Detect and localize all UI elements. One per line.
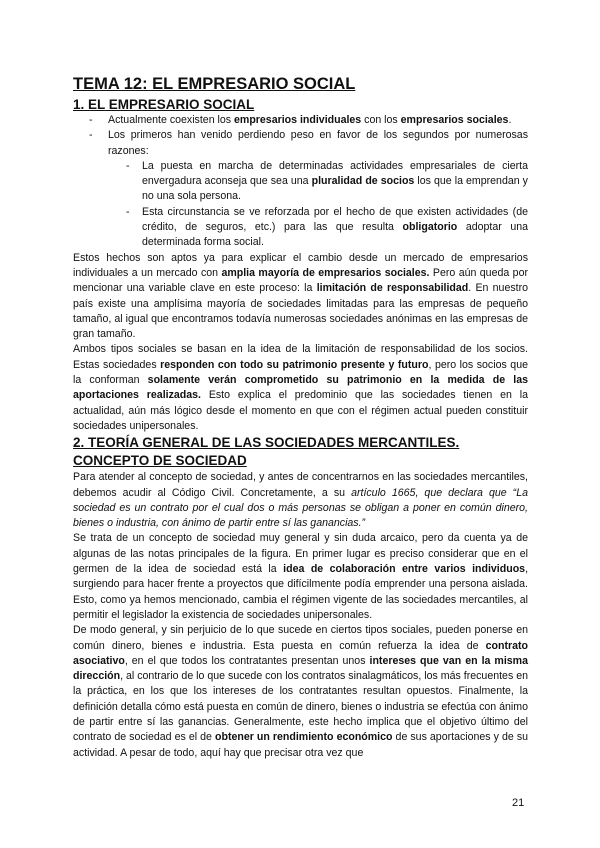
sub-bullet-1: - La puesta en marcha de determinadas actividades empresariales de cierta envergadura aconseja que sea una pluralidad de socios los que la emprendan y no una sola persona.: [126, 159, 528, 203]
bullet-dash: -: [126, 159, 130, 172]
bullet-dash: -: [126, 205, 130, 218]
paragraph: De modo general, y sin perjuicio de lo que sucede en ciertos tipos sociales, pueden ponerse en común dinero, bienes e industria. Esta puesta en común refuerza la idea de contrato asociativo, en el que todos los contratantes presentan unos intereses que van en la misma dirección, al contrario de lo que sucede con los contratos sinalagmáticos, los más frecuentes en la práctica, en los que los intereses de los contratantes resultan opuestos. Finalmente, la definición detalla cómo está puesta en común de dinero, bienes o industria se efectúa con ánimo de partir entre sí las ganancias. Generalmente, este hecho implica que el objetivo último del contrato de sociedad es el de obtener un rendimiento económico de sus aportaciones y de su actividad. A pesar de todo, aquí hay que precisar otra vez que: [73, 624, 529, 759]
bullet-1: - Actualmente coexisten los empresarios individuales con los empresarios sociales.: [73, 113, 528, 128]
sub-bullet-2: - Esta circunstancia se ve reforzada por el hecho de que existen actividades (de crédito, de seguros, etc.) para las que resulta obligatorio adoptar una determinada forma social.: [126, 205, 528, 249]
bullet-dash: -: [89, 129, 93, 142]
paragraph: Estos hechos son aptos ya para explicar el cambio desde un mercado de empresarios individuales a un mercado con amplia mayoría de empresarios sociales. Pero aún queda por mencionar una variable clave en este proceso: la limitación de responsabilidad. En nuestro país existe una amplísima mayoría de sociedades limitadas para las empresas de pequeño tamaño, al igual que encontramos todavía numerosas sociedades anónimas en las empresas de gran tamaño.: [73, 251, 528, 341]
paragraph: Para atender al concepto de sociedad, y antes de concentrarnos en las sociedades mercantiles, debemos acudir al Código Civil. Concretamente, a su artículo 1665, que declara que “La sociedad es un contrato por el cual dos o más personas se obligan a poner en común dinero, bienes o industria, con ánimo de partir entre sí las ganancias.”: [73, 471, 528, 530]
paragraph: Se trata de un concepto de sociedad muy general y sin duda arcaico, pero da cuenta ya de algunas de las notas principales de la figura. En primer lugar es preciso considerar que en el germen de la idea de sociedad está la idea de colaboración entre varios individuos, surgiendo para hacer frente a proyectos que difícilmente podía emprender una persona aislada. Esto, como ya hemos mencionado, cambia el régimen vigente de las sociedades mercantiles, al permitir el legislador la existencia de sociedades unipersonales.: [73, 532, 529, 621]
page-title: TEMA 12: EL EMPRESARIO SOCIAL: [73, 75, 356, 93]
section-1-heading: 1. EL EMPRESARIO SOCIAL: [73, 97, 255, 112]
document-page: [73, 74, 528, 761]
page-number: 21: [512, 797, 525, 809]
bullet-dash: -: [89, 114, 93, 126]
bullet-2: - Los primeros han venido perdiendo peso en favor de los segundos por numerosas razones:: [89, 129, 528, 157]
paragraph: Ambos tipos sociales se basan en la idea de la limitación de responsabilidad de los socios. Estas sociedades responden con todo su patrimonio presente y futuro, pero los socios que la conforman solamente verán comprometido su patrimonio en la medida de las aportaciones realizadas. Esto explica el predominio que las sociedades tienen en la actualidad, aún más lógico desde el momento en que con el régimen actual pueden constituir sociedades unipersonales.: [73, 343, 529, 432]
section-2-heading: 2. TEORÍA GENERAL DE LAS SOCIEDADES MERCANTILES. CONCEPTO DE SOCIEDAD: [73, 435, 460, 469]
